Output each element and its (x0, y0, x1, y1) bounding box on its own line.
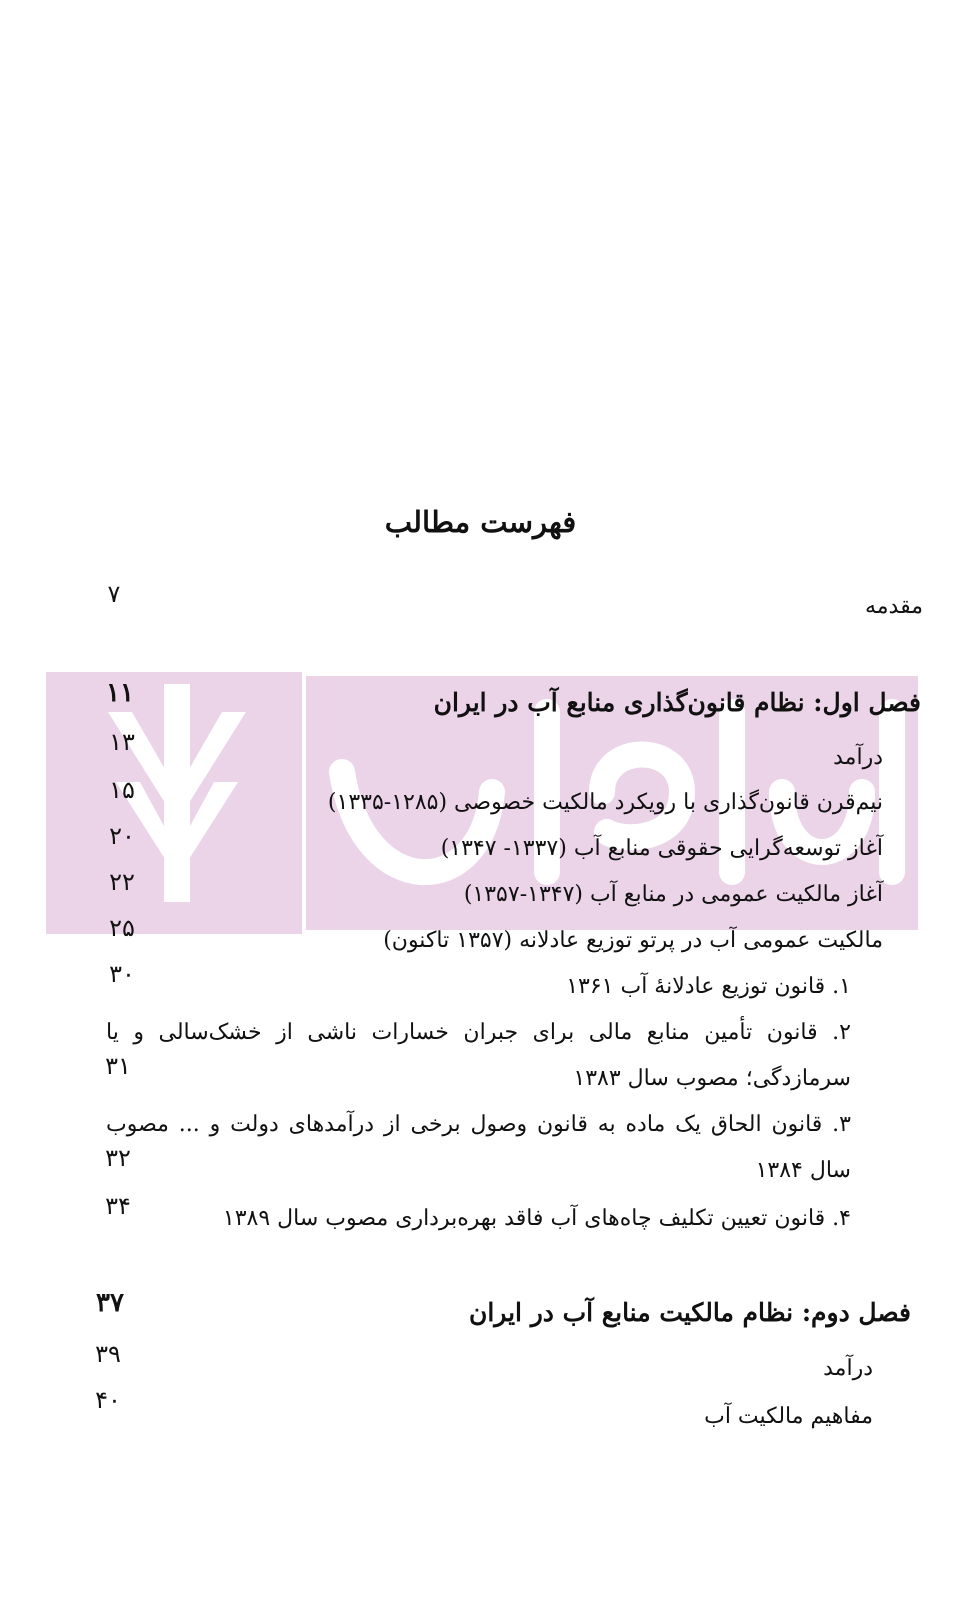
toc-entry: درآمد (833, 745, 883, 770)
tree-logo-icon (46, 672, 302, 934)
toc-page-number: ۳۰ (109, 960, 135, 988)
toc-page-number: ۱۵ (109, 776, 135, 804)
toc-page-number: ۳۲ (105, 1144, 131, 1172)
toc-entry-introduction: مقدمه (864, 594, 923, 619)
page-title: فهرست مطالب (384, 505, 577, 539)
toc-entry: ۱. قانون توزیع عادلانهٔ آب ۱۳۶۱ (566, 974, 851, 999)
toc-page-number: ۱۳ (109, 728, 135, 756)
toc-page-number: ۲۲ (109, 868, 135, 896)
toc-entry: ۴. قانون تعیین تکلیف چاه‌های آب فاقد بهره‌برداری مصوب سال ۱۳۸۹ (222, 1206, 851, 1231)
toc-page-number: ۷ (107, 580, 121, 608)
toc-entry: مالکیت عمومی آب در پرتو توزیع عادلانه (۱۳۵۷ تاکنون) (383, 928, 883, 953)
toc-entry-line: ۲. قانون تأمین منابع مالی برای جبران خسارات ناشی از خشک‌سالی و یا (106, 1020, 851, 1045)
toc-entry: آغاز توسعه‌گرایی حقوقی منابع آب (۱۳۳۷- ۱۳۴۷) (440, 836, 883, 861)
toc-page-number: ۱۱ (106, 678, 134, 708)
toc-page-number: ۲۰ (109, 822, 135, 850)
toc-entry-line: ۳. قانون الحاق یک ماده به قانون وصول برخی از درآمدهای دولت و ... مصوب (106, 1112, 851, 1137)
toc-page-number: ۳۹ (95, 1340, 121, 1368)
toc-entry: مفاهیم مالکیت آب (704, 1404, 873, 1429)
toc-page-number: ۲۵ (109, 914, 135, 942)
toc-entry-line: سال ۱۳۸۴ (755, 1158, 851, 1183)
toc-entry: درآمد (823, 1356, 873, 1381)
toc-entry: نیم‌قرن قانون‌گذاری با رویکرد مالکیت خصوصی (۱۲۸۵-۱۳۳۵) (327, 790, 883, 815)
toc-page-number: ۴۰ (95, 1386, 121, 1414)
toc-entry: آغاز مالکیت عمومی در منابع آب (۱۳۴۷-۱۳۵۷) (463, 882, 883, 907)
toc-chapter-1-heading: فصل اول: نظام قانون‌گذاری منابع آب در ایران (433, 688, 921, 717)
toc-page-number: ۳۴ (105, 1192, 131, 1220)
toc-page-number: ۳۷ (96, 1288, 124, 1318)
toc-page-number: ۳۱ (105, 1052, 131, 1080)
toc-chapter-2-heading: فصل دوم: نظام مالکیت منابع آب در ایران (469, 1298, 911, 1327)
toc-entry-line: سرمازدگی؛ مصوب سال ۱۳۸۳ (573, 1066, 851, 1091)
